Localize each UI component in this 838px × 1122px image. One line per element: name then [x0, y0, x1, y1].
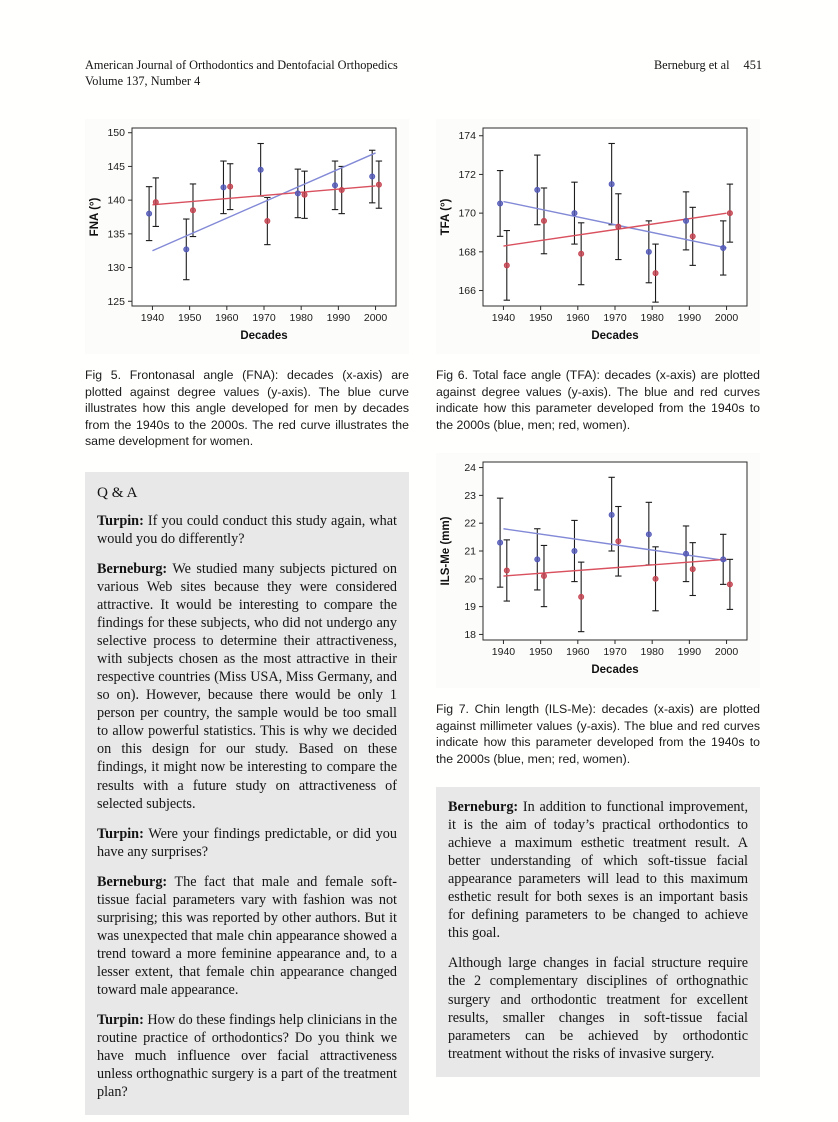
figure-7-label: Fig 7. — [436, 702, 469, 717]
qa-section — [85, 472, 409, 1115]
fna-chart — [85, 119, 409, 354]
svg-text:150: 150 — [107, 127, 125, 140]
speaker-name: Turpin: — [97, 513, 144, 530]
svg-text:21: 21 — [464, 545, 476, 558]
speaker-name: Berneburg: — [448, 799, 519, 816]
svg-text:TFA (°): TFA (°) — [440, 199, 452, 236]
svg-text:18: 18 — [464, 629, 476, 642]
qa-heading: Q & A — [97, 483, 138, 501]
qa-answer — [97, 873, 397, 999]
qa-question — [97, 512, 397, 548]
svg-text:1940: 1940 — [140, 312, 165, 325]
svg-text:140: 140 — [107, 195, 125, 208]
figure-6-caption-text: Total face angle (TFA): decades (x-axis) are plotted against degree values (y-axis). The blue and red curves indicate how this parameter developed from the 1940s to the 2000s (blue, men; red, women). — [436, 368, 760, 432]
page-number: 451 — [743, 58, 762, 72]
figure-7 — [436, 453, 760, 767]
author-reference: Berneburg et al — [653, 58, 730, 72]
svg-text:1970: 1970 — [603, 312, 627, 325]
qa-text: How do these findings help clinicians in the routine practice of orthodontics? Do you think we have much influence over facial attractiveness unless orthognathic surgery is a part of the treatment plan? — [97, 1011, 397, 1100]
figure-5-caption — [85, 367, 409, 449]
svg-text:22: 22 — [464, 518, 476, 530]
quote-paragraph — [448, 798, 748, 942]
svg-text:1990: 1990 — [326, 312, 351, 325]
svg-text:1950: 1950 — [177, 312, 202, 325]
speaker-name: Berneburg: — [97, 873, 168, 890]
ilsme-chart — [436, 453, 760, 688]
figure-5 — [85, 119, 409, 449]
svg-text:1990: 1990 — [677, 312, 702, 325]
svg-text:Decades: Decades — [591, 664, 639, 677]
figure-7-caption-text: Chin length (ILS-Me): decades (x-axis) are plotted against millimeter values (y-axis). The blue and red curves indicate how this parameter developed from the 1940s to the 2000s (blue, men; red, women). — [436, 702, 760, 766]
figure-6-label: Fig 6. — [436, 368, 468, 383]
svg-text:1940: 1940 — [491, 312, 516, 325]
journal-title: American Journal of Orthodontics and Dentofacial Orthopedics — [85, 58, 398, 72]
fig5-fna-chart — [85, 119, 409, 349]
svg-text:19: 19 — [464, 601, 476, 614]
qa-question — [97, 825, 397, 861]
svg-text:125: 125 — [107, 296, 125, 309]
svg-text:1960: 1960 — [566, 312, 590, 325]
tfa-chart — [436, 119, 760, 354]
quote-text: In addition to functional improvement, it is the aim of today’s practical orthodontics to achieve a maximum esthetic treatment result. A better understanding of which soft-tissue facial appearance parameters will lead to this maximum esthetic result for both sexes is an important basis for defining parameters to be changed to achieve this goal. — [448, 799, 748, 942]
figure-6-caption — [436, 367, 760, 433]
svg-text:ILS-Me (mm): ILS-Me (mm) — [440, 516, 452, 586]
qa-text: The fact that male and female soft-tissue facial parameters vary with fashion was not surprising; this was reported by other authors. But it was unexpected that male chin appearance showed a trend toward a more feminine appearance and, to a lesser extent, that female chin appearance changed toward male appearance. — [97, 873, 397, 998]
svg-text:24: 24 — [464, 462, 476, 475]
svg-text:Decades: Decades — [591, 330, 639, 343]
svg-text:1960: 1960 — [566, 646, 590, 659]
left-column — [85, 119, 409, 1115]
svg-text:174: 174 — [458, 130, 476, 143]
svg-text:1960: 1960 — [215, 312, 239, 325]
running-head — [654, 57, 762, 73]
svg-text:1980: 1980 — [640, 646, 664, 659]
svg-text:1990: 1990 — [677, 646, 702, 659]
qa-text: Were your findings predictable, or did you have any surprises? — [97, 825, 397, 860]
svg-text:1970: 1970 — [603, 646, 627, 659]
svg-text:130: 130 — [107, 262, 125, 275]
qa-text: We studied many subjects pictured on various Web sites because they were considered attractive. It would be interesting to compare the findings for these subjects, who did not undergo any selective process to determine their attractiveness, with subjects chosen as the most attractive in their respective countries (Miss USA, Miss Germany, and so on). However, because there would be only 1 person per country, the sample would be too small to allow powerful statistics. This is why we decided on this design for our study. Based on these findings, it might now be interesting to compare the results with a future study on attractiveness of selected subjects. — [97, 561, 397, 812]
svg-text:2000: 2000 — [714, 312, 739, 325]
quote-text: Although large changes in facial structure require the 2 complementary disciplines of orthognathic surgery and orthodontic treatment for excellent results, smaller changes in soft-tissue facial parameters can be achieved by orthodontic treatment without the risks of invasive surgery. — [448, 955, 748, 1062]
svg-text:1950: 1950 — [528, 646, 553, 659]
figure-5-caption-text: Frontonasal angle (FNA): decades (x-axis) are plotted against degree values (y-axis). The blue curve illustrates how this angle developed for men by decades from the 1940s to the 2000s. The red curve illustrates the same development for women. — [85, 368, 409, 449]
content-columns — [85, 119, 762, 1115]
svg-text:1950: 1950 — [528, 312, 553, 325]
right-column — [436, 119, 760, 1115]
qa-answer — [97, 560, 397, 812]
svg-text:1940: 1940 — [491, 646, 516, 659]
svg-text:1980: 1980 — [289, 312, 313, 325]
svg-text:172: 172 — [458, 169, 476, 182]
speaker-name: Turpin: — [97, 1011, 144, 1028]
svg-text:166: 166 — [458, 285, 476, 298]
svg-text:Decades: Decades — [240, 330, 288, 343]
fig6-tfa-chart — [436, 119, 760, 349]
svg-text:135: 135 — [107, 228, 125, 241]
speaker-name: Berneburg: — [97, 561, 168, 578]
journal-volume: Volume 137, Number 4 — [85, 74, 201, 89]
fig7-ilsme-chart — [436, 453, 760, 683]
journal-info — [85, 57, 398, 89]
figure-5-label: Fig 5. — [85, 368, 122, 383]
figure-7-caption — [436, 701, 760, 767]
figure-6 — [436, 119, 760, 433]
svg-text:168: 168 — [458, 246, 476, 259]
page-header — [85, 57, 762, 89]
qa-text: If you could conduct this study again, what would you do differently? — [97, 513, 397, 548]
svg-text:23: 23 — [464, 490, 476, 503]
berneburg-response-box — [436, 787, 760, 1076]
qa-question — [97, 1011, 397, 1101]
speaker-name: Turpin: — [97, 825, 144, 842]
svg-text:2000: 2000 — [714, 646, 739, 659]
quote-paragraph — [448, 954, 748, 1062]
svg-text:170: 170 — [458, 208, 476, 221]
svg-text:1980: 1980 — [640, 312, 664, 325]
svg-text:145: 145 — [107, 161, 125, 174]
svg-text:20: 20 — [464, 573, 476, 586]
svg-text:1970: 1970 — [252, 312, 276, 325]
svg-text:2000: 2000 — [363, 312, 388, 325]
svg-text:FNA (°): FNA (°) — [89, 198, 101, 237]
